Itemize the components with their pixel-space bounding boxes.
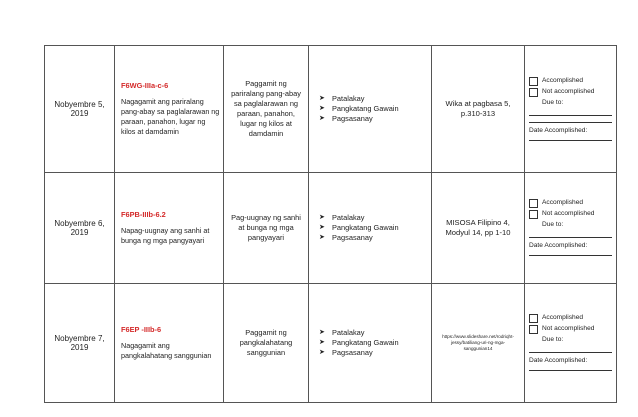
- competency-code: F6EP -IIIb-6: [121, 325, 162, 334]
- activities-list: [309, 94, 431, 124]
- list-item: [319, 114, 431, 124]
- activity-label: Pangkatang Gawain: [332, 223, 399, 232]
- arrow-bullet-icon: ➤: [319, 224, 325, 231]
- competency-text: Nagagamit ang pangkalahatang sanggunian: [121, 341, 212, 360]
- due-to-line[interactable]: [529, 237, 612, 238]
- arrow-bullet-icon: ➤: [319, 105, 325, 112]
- checkbox-icon[interactable]: [529, 210, 538, 219]
- checkbox-icon[interactable]: [529, 77, 538, 86]
- table-row: [45, 284, 617, 403]
- arrow-bullet-icon: ➤: [319, 95, 325, 102]
- arrow-bullet-icon: ➤: [319, 115, 325, 122]
- topic-cell: Pag-uugnay ng sanhi at bunga ng mga pangyayari: [224, 173, 309, 284]
- list-item: [319, 348, 431, 358]
- due-to-line[interactable]: [529, 352, 612, 353]
- status-cell: [525, 46, 617, 173]
- table-row: [45, 46, 617, 173]
- list-item: [319, 223, 431, 233]
- list-item: [319, 328, 431, 338]
- competency-cell: [115, 284, 224, 403]
- topic-cell: Paggamit ng pariralang pang-abay sa paglalarawan ng paraan, panahon, lugar ng kilos at damdamin: [224, 46, 309, 173]
- activities-cell: [309, 173, 432, 284]
- accomplished-label: Accomplished: [542, 199, 584, 206]
- arrow-bullet-icon: ➤: [319, 329, 325, 336]
- checkbox-icon[interactable]: [529, 314, 538, 323]
- due-to-line[interactable]: [529, 122, 612, 123]
- not-accomplished-label: Not accomplished: [542, 87, 595, 95]
- lesson-plan-table: [44, 45, 617, 403]
- activity-label: Patalakay: [332, 213, 365, 222]
- date-cell: Nobyembre 5, 2019: [45, 46, 115, 173]
- checkbox-icon[interactable]: [529, 199, 538, 208]
- checkbox-icon[interactable]: [529, 88, 538, 97]
- list-item: [319, 213, 431, 223]
- list-item: [319, 233, 431, 243]
- date-accomplished-label: Date Accomplished:: [529, 126, 588, 134]
- activities-cell: [309, 284, 432, 403]
- not-accomplished-label: Not accomplished: [542, 325, 595, 332]
- activity-label: Pangkatang Gawain: [332, 104, 399, 113]
- arrow-bullet-icon: ➤: [319, 339, 325, 346]
- list-item: [319, 94, 431, 104]
- date-accomplished-label: Date Accomplished:: [529, 242, 588, 249]
- list-item: [319, 338, 431, 348]
- competency-cell: [115, 46, 224, 173]
- competency-code: F6PB-IIIb-6.2: [121, 210, 166, 219]
- competency-text: Nagagamit ang pariralang pang-abay sa paglalarawan ng paraan, panahon, lugar ng kilos at damdamin: [121, 97, 220, 136]
- activity-label: Pangkatang Gawain: [332, 338, 399, 347]
- date-accomplished-line[interactable]: [529, 140, 612, 141]
- date-accomplished-line[interactable]: [529, 370, 612, 371]
- date-cell: Nobyembre 7, 2019: [45, 284, 115, 403]
- activity-label: Patalakay: [332, 328, 365, 337]
- status-cell: [525, 173, 617, 284]
- activity-label: Pagsasanay: [332, 348, 373, 357]
- arrow-bullet-icon: ➤: [319, 214, 325, 221]
- competency-code: F6WG-IIIa-c-6: [121, 81, 169, 90]
- arrow-bullet-icon: ➤: [319, 349, 325, 356]
- date-accomplished-line[interactable]: [529, 255, 612, 256]
- list-item: [319, 104, 431, 114]
- activity-label: Pagsasanay: [332, 233, 373, 242]
- date-accomplished-label: Date Accomplished:: [529, 357, 588, 364]
- status-cell: [525, 284, 617, 403]
- arrow-bullet-icon: ➤: [319, 234, 325, 241]
- not-accomplished-label: Not accomplished: [542, 210, 595, 217]
- due-to-label: Due to:: [542, 221, 564, 228]
- activity-label: Pagsasanay: [332, 114, 373, 123]
- activities-cell: [309, 46, 432, 173]
- accomplished-label: Accomplished: [542, 76, 584, 84]
- competency-cell: [115, 173, 224, 284]
- reference-link[interactable]: https://www.slideshare.net/rodriqht-jessy/batiliang-uri-ng-mga-sanggunian14: [432, 284, 525, 403]
- date-cell: Nobyembre 6, 2019: [45, 173, 115, 284]
- table-row: [45, 173, 617, 284]
- checkbox-icon[interactable]: [529, 325, 538, 334]
- reference-cell: MISOSA Filipino 4, Modyul 14, pp 1-10: [432, 173, 525, 284]
- due-to-line[interactable]: [529, 115, 612, 116]
- activity-label: Patalakay: [332, 94, 365, 103]
- competency-text: Napag-uugnay ang sanhi at bunga ng mga pangyayari: [121, 226, 210, 245]
- activities-list: [309, 213, 431, 243]
- due-to-label: Due to:: [542, 336, 564, 343]
- accomplished-label: Accomplished: [542, 314, 584, 321]
- activities-list: [309, 328, 431, 358]
- reference-cell: Wika at pagbasa 5, p.310-313: [432, 46, 525, 173]
- due-to-label: Due to:: [542, 98, 564, 106]
- topic-cell: Paggamit ng pangkalahatang sanggunian: [224, 284, 309, 403]
